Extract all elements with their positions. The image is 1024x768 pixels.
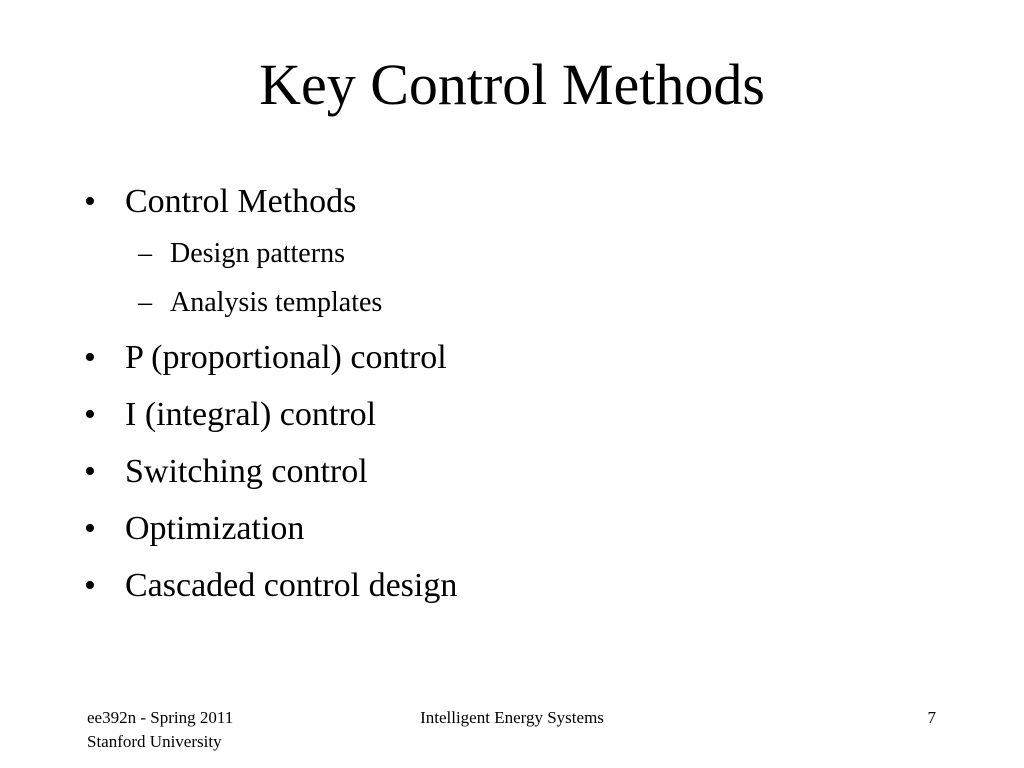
bullet-text: Control Methods bbox=[125, 183, 357, 220]
bullet-marker: • bbox=[84, 510, 96, 547]
bullet-marker: • bbox=[84, 567, 96, 604]
dash-marker: – bbox=[138, 238, 152, 269]
bullet-marker: • bbox=[84, 183, 96, 220]
footer-course-title: Intelligent Energy Systems bbox=[420, 708, 604, 727]
bullet-marker: • bbox=[84, 339, 96, 376]
footer-university: Stanford University bbox=[87, 732, 222, 751]
bullet-text: Optimization bbox=[125, 510, 305, 547]
page-number: 7 bbox=[927, 708, 936, 727]
bullet-marker: • bbox=[84, 396, 96, 433]
sub-bullet-text: Analysis templates bbox=[170, 287, 383, 318]
sub-bullet-text: Design patterns bbox=[170, 238, 345, 269]
bullet-text: I (integral) control bbox=[125, 396, 377, 433]
bullet-text: Switching control bbox=[125, 453, 368, 490]
dash-marker: – bbox=[138, 287, 152, 318]
bullet-text: Cascaded control design bbox=[125, 567, 458, 604]
bullet-text: P (proportional) control bbox=[125, 339, 447, 376]
slide-title: Key Control Methods bbox=[259, 52, 765, 117]
bullet-marker: • bbox=[84, 453, 96, 490]
footer-course: ee392n - Spring 2011 bbox=[87, 708, 234, 727]
